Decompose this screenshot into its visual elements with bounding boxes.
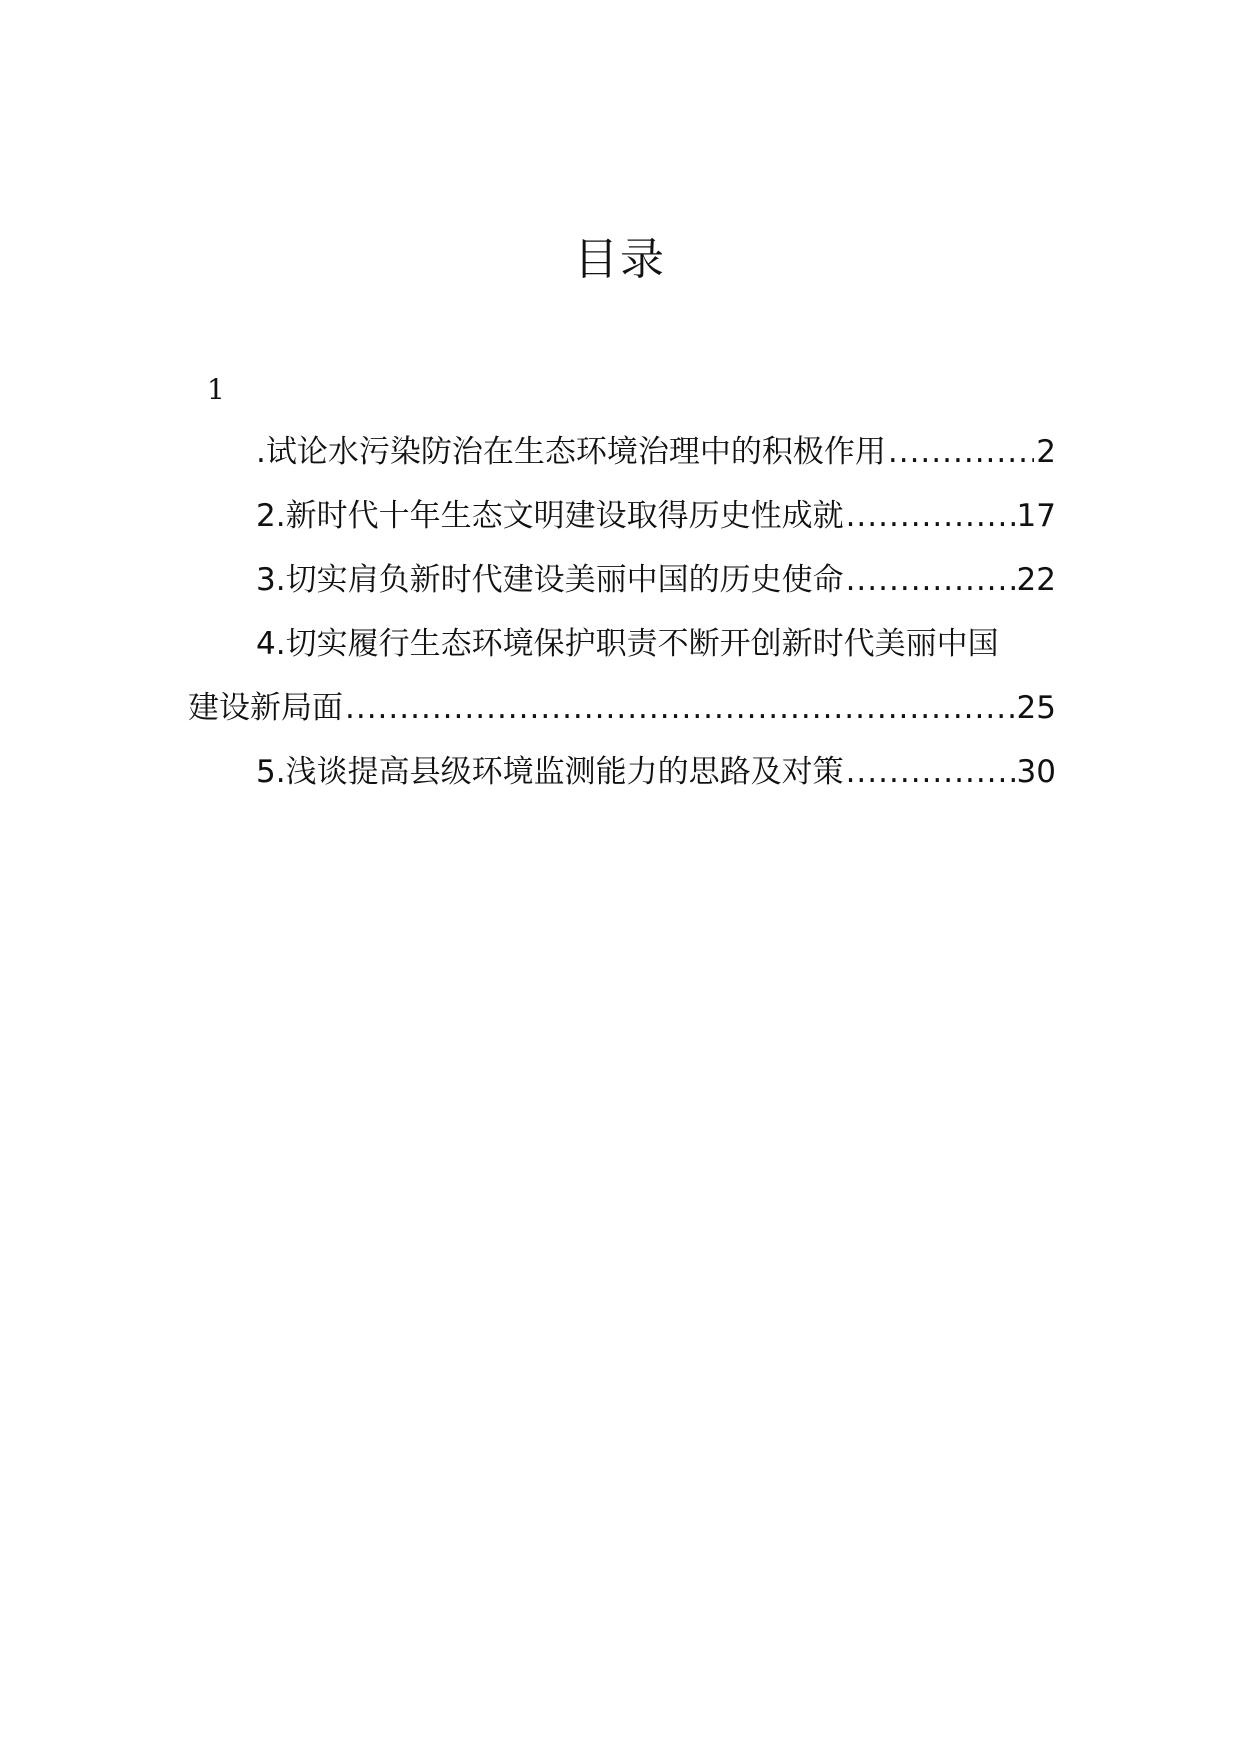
toc-entry-page: 22 xyxy=(1016,562,1056,598)
toc-leader-dots xyxy=(846,494,1015,538)
toc-entry-1[interactable] xyxy=(188,430,1056,474)
toc-leader-dots xyxy=(888,430,1034,474)
toc-entry-5[interactable] xyxy=(188,750,1056,794)
toc-entry-page: 25 xyxy=(1016,690,1056,726)
toc-entry-title-line2: 建设新局面 xyxy=(188,690,343,726)
toc-entry-page: 17 xyxy=(1016,498,1056,534)
toc-entry-page: 2 xyxy=(1036,434,1056,470)
toc-entry-2[interactable] xyxy=(188,494,1056,538)
toc-entry-title: 2.新时代十年生态文明建设取得历史性成就 xyxy=(256,498,844,534)
toc-leader-dots xyxy=(846,750,1015,794)
toc-entry-title: 3.切实肩负新时代建设美丽中国的历史使命 xyxy=(256,562,844,598)
toc-entry-title-line1: 4.切实履行生态环境保护职责不断开创新时代美丽中国 xyxy=(256,626,999,662)
toc-entry-title: 5.浅谈提高县级环境监测能力的思路及对策 xyxy=(256,754,844,790)
toc-entry-page: 30 xyxy=(1016,754,1056,790)
toc-entry-title: .试论水污染防治在生态环境治理中的积极作用 xyxy=(256,434,886,470)
toc-entry-4[interactable] xyxy=(188,622,1056,730)
toc-leader-dots xyxy=(846,558,1015,602)
stray-page-number: 1 xyxy=(207,373,225,406)
toc-entry-3[interactable] xyxy=(188,558,1056,602)
toc-leader-dots xyxy=(345,686,1015,730)
page-title: 目录 xyxy=(574,234,666,285)
